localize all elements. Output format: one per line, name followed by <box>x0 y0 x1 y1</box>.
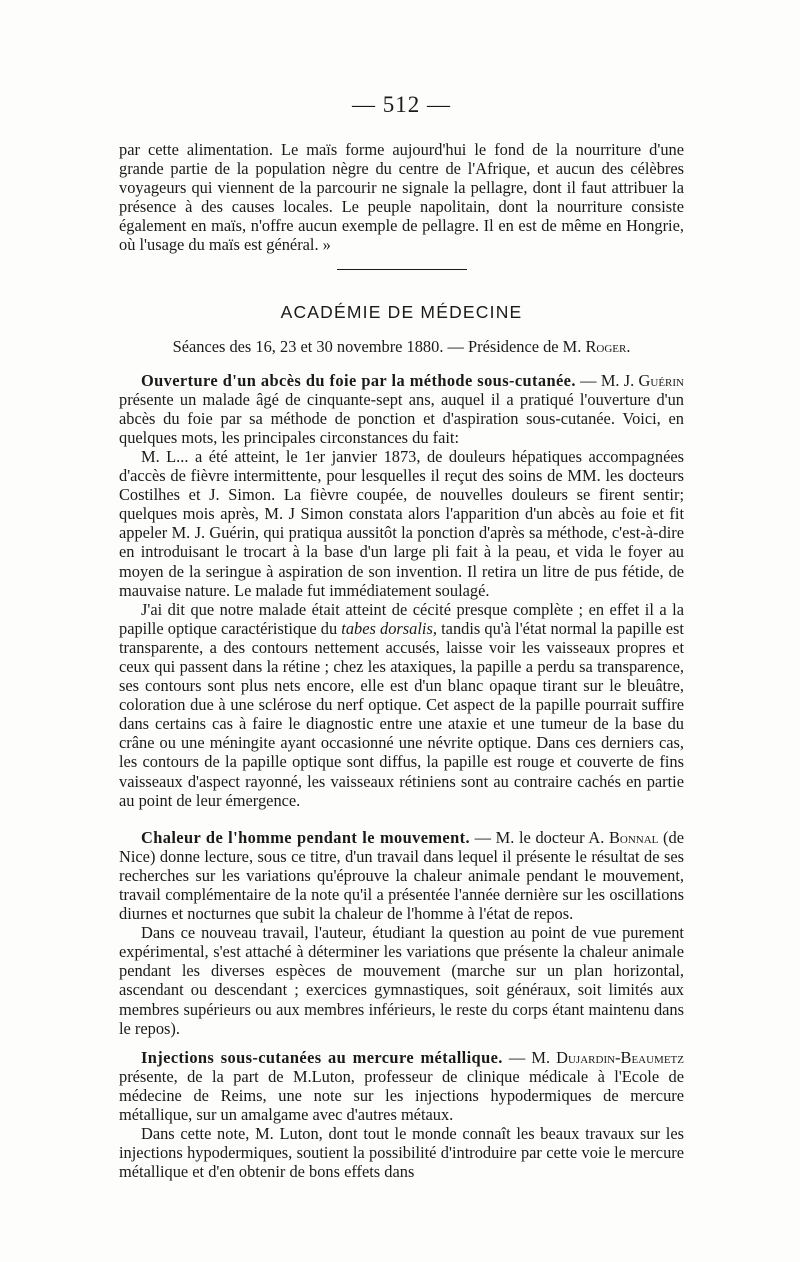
section-title: ACADÉMIE DE MÉDECINE <box>280 301 523 322</box>
article3-lead: — M. <box>502 1047 557 1067</box>
article3-paragraph-1 <box>119 1048 684 1124</box>
article1-paragraph-1 <box>119 371 684 447</box>
article2-paragraph-2: Dans ce nouveau travail, l'auteur, étudiant la question au point de vue purement expérimental, s'est attaché à déterminer les variations que présente la chaleur animale pendant les diverses espèces de mouvement (marche sur un plan horizontal, ascendant ou descendant ; exercices gymnastiques, soit généraux, soit limités aux membres supérieurs ou aux membres inférieurs, le reste du corps étant maintenu dans le repos). <box>119 923 684 1038</box>
article1-p3-a: J'ai dit que notre malade était atteint de cécité presque complète ; en effet il a la papille optique caractéristique du <box>119 599 684 638</box>
article2-lead: — M. le docteur A. <box>469 827 609 847</box>
intro-paragraph: par cette alimentation. Le maïs forme aujourd'hui le fond de la nourriture d'une grande partie de la population nègre du centre de l'Afrique, et aucun des célèbres voyageurs qui viennent de la parcourir ne signale la pellagre, dont il faut attribuer la présence à des causes locales. Le peuple napolitain, dont la nourriture consiste également en maïs, n'offre aucun exemple de pellagre. Il en est de même en Hongrie, où l'usage du maïs est général. » <box>119 140 684 255</box>
sessions-text: Séances des 16, 23 et 30 novembre 1880. — Présidence de M. <box>172 336 586 356</box>
article3-author: Dujardin-Beaumetz <box>556 1047 684 1067</box>
article2-heading: Chaleur de l'homme pendant le mouvement. <box>141 827 470 847</box>
article1-paragraph-3 <box>119 600 684 810</box>
article1-lead: — M. J. <box>575 370 639 390</box>
page-number: — 512 — <box>352 92 451 117</box>
article2-paragraph-1 <box>119 828 684 923</box>
article1-intro: présente un malade âgé de cinquante-sept ans, auquel il a pratiqué l'ouverture d'un abcès du foie par sa méthode de ponction et d'aspiration sous-cutanée. Voici, en quelques mots, les principales circonstances du fait: <box>119 389 684 447</box>
article1-p3-italic: tabes dorsalis <box>341 618 433 638</box>
article3-heading: Injections sous-cutanées au mercure métallique. <box>141 1047 503 1067</box>
article1-author: Guérin <box>638 370 684 390</box>
article2-author: Bonnal <box>608 827 659 847</box>
article1-paragraph-2: M. L... a été atteint, le 1er janvier 1873, de douleurs hépatiques accompagnées d'accès de fièvre intermittente, pour lesquelles il reçut des soins de MM. les docteurs Costilhes et J. Simon. La fièvre coupée, de nouvelles douleurs se firent sentir; quelques mois après, M. J Simon constata alors l'apparition d'un abcès au foie et fit appeler M. J. Guérin, qui pratiqua aussitôt la ponction d'après sa méthode, c'est-à-dire en introduisant le trocart à la base d'un large pli fait à la peau, et vida le foyer au moyen de la seringue à aspiration de son invention. Il retira un litre de pus fétide, de mauvaise nature. Le malade fut immédiatement soulagé. <box>119 446 684 600</box>
article3-paragraph-2: Dans cette note, M. Luton, dont tout le monde connaît les beaux travaux sur les injections hypodermiques, soutient la possibilité d'introduire par cette voie le mercure métallique et d'en obtenir de bons effets dans <box>119 1124 684 1182</box>
section-divider <box>337 269 467 270</box>
article2-intro: (de Nice) donne lecture, sous ce titre, d'un travail dans lequel il présente le résultat de ses recherches sur les variations qu'éprouve la chaleur animale pendant le mouvement, travail complémentaire de la note qu'il a présentée l'année dernière sur les oscillations diurnes et nocturnes que subit la chaleur de l'homme à l'état de repos. <box>119 827 684 924</box>
article1-p3-b: , tandis qu'à l'état normal la papille est transparente, a des contours nettement accusés, laisse voir les vaisseaux propres et ceux qui passent dans la rétine ; chez les ataxiques, la papille a perdu sa transparence, ses contours sont plus nets encore, elle est d'un blanc opaque tirant sur le bleuâtre, coloration due à une sclérose du nerf optique. Cet aspect de la papille pourrait suffire dans certains cas à faire le diagnostic entre une ataxie et une tumeur de la base du crâne ou une méningite ayant occasionné une névrite optique. Dans ces derniers cas, les contours de la papille optique sont diffus, la papille est rouge et couverte de fins vaisseaux d'aspect rayonné, les vaisseaux rétiniens sont au contraire cachés en partie au point de leur émergence. <box>119 618 684 810</box>
article3-intro: présente, de la part de M.Luton, professeur de clinique médicale à l'Ecole de médecine de Reims, une note sur les injections hypodermiques de mercure métallique, sur un amalgame avec d'autres métaux. <box>119 1066 684 1125</box>
sessions-line <box>119 337 684 357</box>
article1-heading: Ouverture d'un abcès du foie par la méthode sous-cutanée. <box>141 370 576 390</box>
president-name: Roger. <box>585 336 631 356</box>
